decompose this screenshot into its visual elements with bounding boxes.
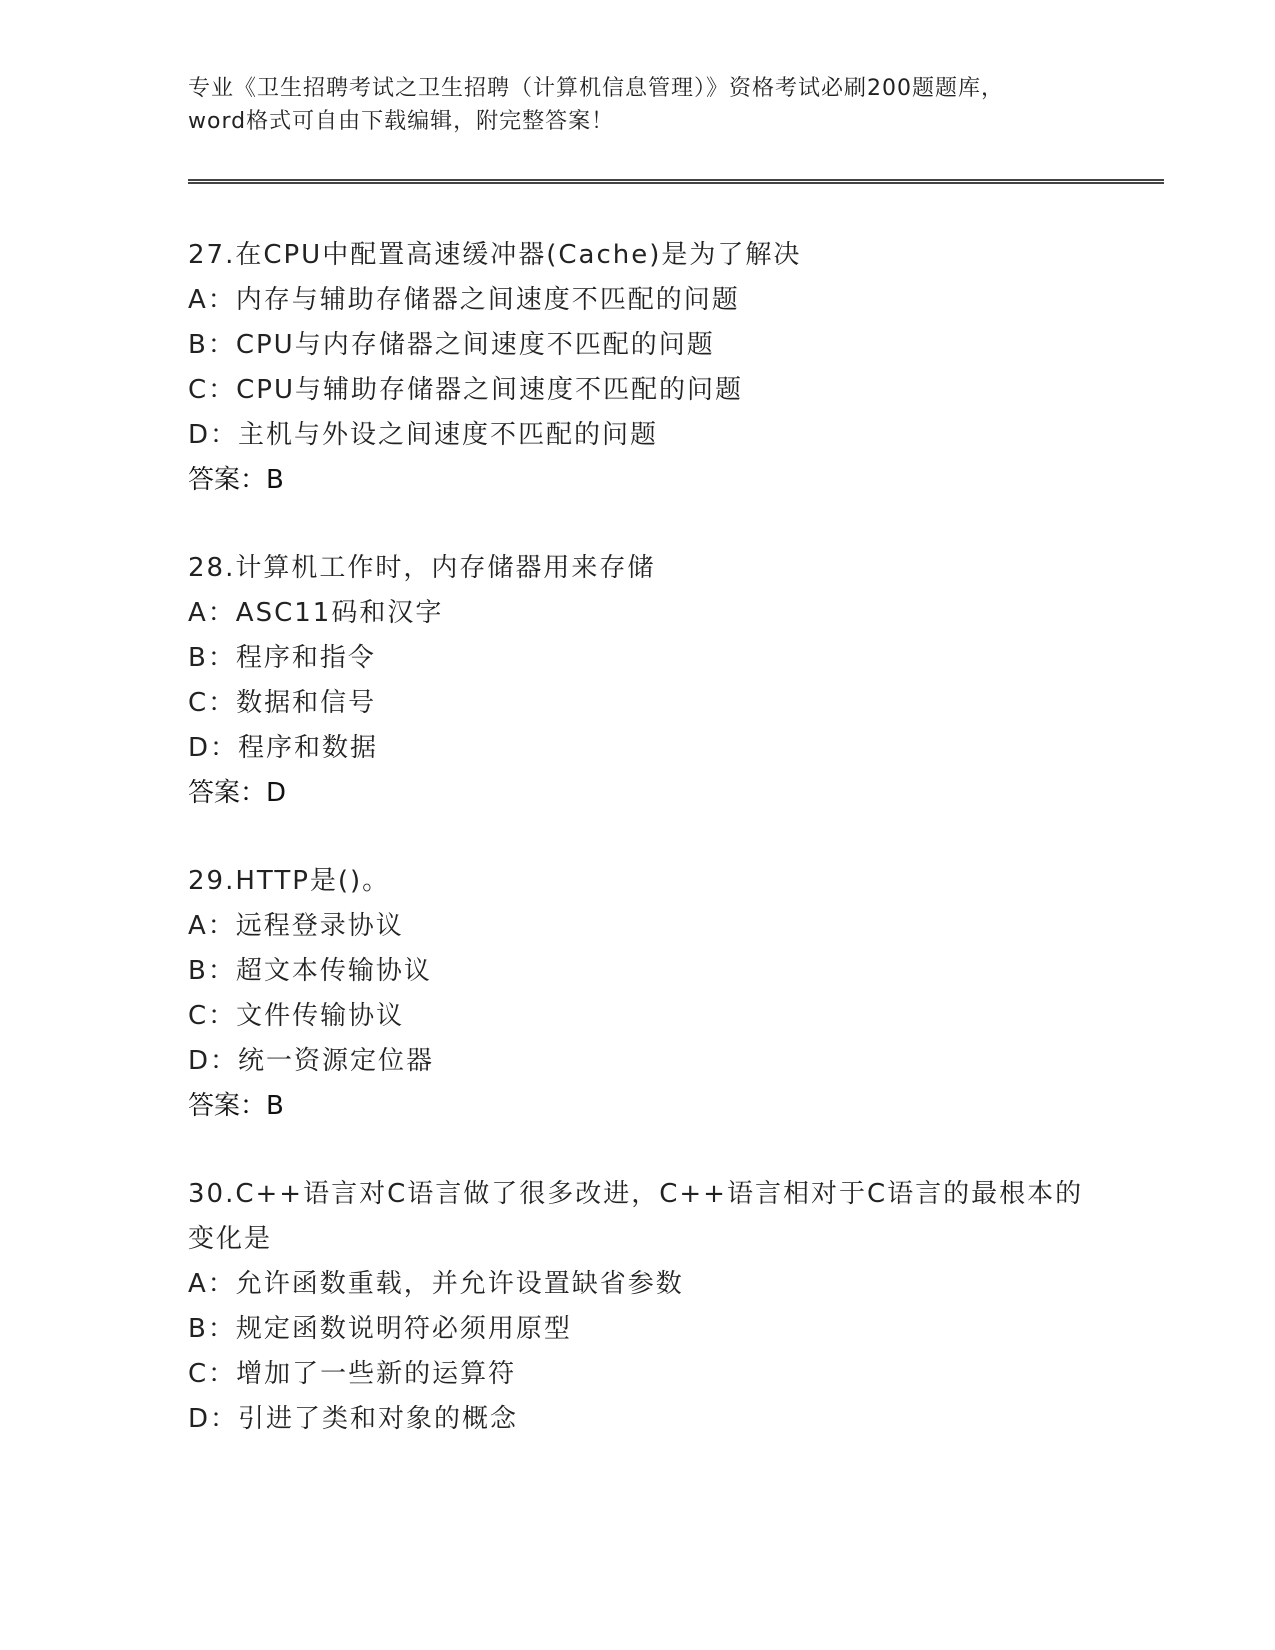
question-30 bbox=[188, 1172, 1088, 1442]
question-stem: 27.在CPU中配置高速缓冲器(Cache)是为了解决 bbox=[188, 240, 802, 270]
header-title-line-1: 专业《卫生招聘考试之卫生招聘（计算机信息管理）》资格考试必刷200题题库， bbox=[188, 76, 1004, 101]
option-a: A：内存与辅助存储器之间速度不匹配的问题 bbox=[188, 285, 740, 315]
answer-key: 答案：D bbox=[188, 778, 287, 808]
option-d: D：引进了类和对象的概念 bbox=[188, 1404, 519, 1434]
option-c: C：增加了一些新的运算符 bbox=[188, 1359, 517, 1389]
question-29 bbox=[188, 859, 1088, 1129]
option-a: A：允许函数重载，并允许设置缺省参数 bbox=[188, 1269, 684, 1299]
question-27 bbox=[188, 233, 1088, 503]
option-d: D：程序和数据 bbox=[188, 733, 379, 763]
answer-key: 答案：B bbox=[188, 465, 284, 495]
option-c: C：CPU与辅助存储器之间速度不匹配的问题 bbox=[188, 375, 744, 405]
option-b: B：CPU与内存储器之间速度不匹配的问题 bbox=[188, 330, 715, 360]
option-a: A：远程登录协议 bbox=[188, 911, 404, 941]
question-stem-line-2: 变化是 bbox=[188, 1224, 273, 1254]
option-b: B：规定函数说明符必须用原型 bbox=[188, 1314, 572, 1344]
option-d: D：主机与外设之间速度不匹配的问题 bbox=[188, 420, 659, 450]
answer-key: 答案：B bbox=[188, 1091, 284, 1121]
option-b: B：程序和指令 bbox=[188, 643, 376, 673]
question-stem-line-1: 30.C++语言对C语言做了很多改进，C++语言相对于C语言的最根本的 bbox=[188, 1179, 1084, 1209]
document-header bbox=[188, 72, 1088, 138]
question-stem: 28.计算机工作时，内存储器用来存储 bbox=[188, 553, 656, 583]
question-28 bbox=[188, 546, 1088, 816]
option-c: C：文件传输协议 bbox=[188, 1001, 405, 1031]
question-stem: 29.HTTP是()。 bbox=[188, 866, 391, 896]
header-title-line-2: word格式可自由下载编辑，附完整答案！ bbox=[188, 109, 615, 134]
header-double-rule bbox=[188, 179, 1164, 184]
option-d: D：统一资源定位器 bbox=[188, 1046, 435, 1076]
option-c: C：数据和信号 bbox=[188, 688, 377, 718]
question-list bbox=[188, 233, 1088, 1485]
option-b: B：超文本传输协议 bbox=[188, 956, 432, 986]
option-a: A：ASC11码和汉字 bbox=[188, 598, 444, 628]
